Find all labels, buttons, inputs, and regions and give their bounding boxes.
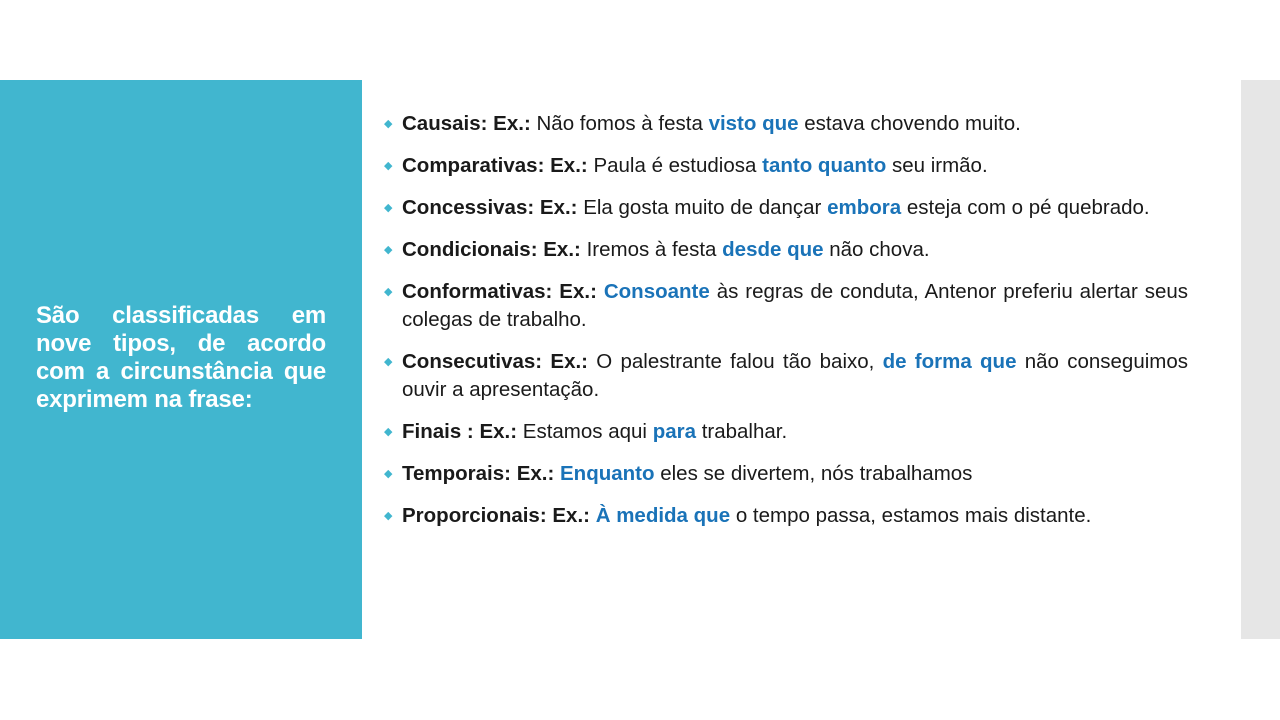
example-text-after: esteja com o pé quebrado. bbox=[906, 196, 1150, 219]
example-text-after: estava chovendo muito. bbox=[804, 112, 1021, 135]
conjunction-highlight: Consoante bbox=[603, 280, 710, 303]
list-item bbox=[384, 348, 1188, 404]
example-text-after: não chova. bbox=[829, 238, 930, 261]
conjunction-highlight: para bbox=[652, 420, 696, 443]
example-text-before: O palestrante falou tão baixo, bbox=[596, 350, 875, 373]
conjunction-highlight: visto que bbox=[708, 112, 799, 135]
item-label: Conformativas: bbox=[402, 280, 553, 303]
example-text-before: Não fomos à festa bbox=[536, 112, 703, 135]
bullet-icon: ◆ bbox=[384, 356, 393, 368]
bullet-icon: ◆ bbox=[384, 160, 393, 172]
item-label: Consecutivas: bbox=[402, 350, 543, 373]
conjunction-highlight: tanto quanto bbox=[762, 154, 887, 177]
example-text-before: Estamos aqui bbox=[522, 420, 647, 443]
conjunction-highlight: de forma que bbox=[882, 350, 1017, 373]
bullet-icon: ◆ bbox=[384, 286, 393, 298]
example-text-before: Iremos à festa bbox=[586, 238, 717, 261]
example-text-after: não conseguimos ouvir a apresentação. bbox=[402, 350, 1189, 401]
example-text-after: às regras de conduta, Antenor preferiu alertar seus colegas de trabalho. bbox=[402, 280, 1188, 331]
example-label: Ex.: bbox=[550, 350, 589, 373]
right-gray-strip bbox=[1241, 80, 1280, 639]
item-label: Proporcionais: bbox=[402, 504, 547, 527]
bullet-icon: ◆ bbox=[384, 426, 393, 438]
list-item bbox=[384, 278, 1188, 334]
bullet-icon: ◆ bbox=[384, 468, 393, 480]
item-label: Finais : bbox=[402, 420, 474, 443]
bullet-icon: ◆ bbox=[384, 244, 393, 256]
conjunction-highlight: desde que bbox=[722, 238, 824, 261]
conjunction-highlight: À medida que bbox=[595, 504, 731, 527]
conjunction-highlight: Enquanto bbox=[560, 462, 655, 485]
example-text-after: eles se divertem, nós trabalhamos bbox=[660, 462, 973, 485]
bullet-icon: ◆ bbox=[384, 118, 393, 130]
item-label: Causais: bbox=[402, 112, 488, 135]
example-text-before: Paula é estudiosa bbox=[593, 154, 757, 177]
example-label: Ex.: bbox=[552, 504, 590, 527]
example-label: Ex.: bbox=[539, 196, 578, 219]
bullet-icon: ◆ bbox=[384, 202, 393, 214]
item-label: Condicionais: bbox=[402, 238, 538, 261]
list-item bbox=[384, 460, 1188, 488]
item-label: Concessivas: bbox=[402, 196, 535, 219]
example-label: Ex.: bbox=[479, 420, 518, 443]
example-text-after: trabalhar. bbox=[701, 420, 788, 443]
list-item bbox=[384, 194, 1188, 222]
bullet-icon: ◆ bbox=[384, 510, 393, 522]
example-label: Ex.: bbox=[559, 280, 597, 303]
list-item bbox=[384, 236, 1188, 264]
example-text-after: seu irmão. bbox=[891, 154, 988, 177]
list-item bbox=[384, 502, 1188, 530]
list-item bbox=[384, 110, 1188, 138]
example-label: Ex.: bbox=[493, 112, 531, 135]
example-label: Ex.: bbox=[543, 238, 581, 261]
item-label: Temporais: bbox=[402, 462, 511, 485]
conjunction-highlight: embora bbox=[827, 196, 902, 219]
example-label: Ex.: bbox=[516, 462, 555, 485]
list-item bbox=[384, 152, 1188, 180]
example-label: Ex.: bbox=[550, 154, 588, 177]
example-text-before: Ela gosta muito de dançar bbox=[583, 196, 822, 219]
left-panel-heading: São classificadas em nove tipos, de acordo com a circunstância que exprimem na frase: bbox=[36, 302, 326, 413]
conjunction-list bbox=[384, 110, 1188, 544]
list-item bbox=[384, 418, 1188, 446]
example-text-after: o tempo passa, estamos mais distante. bbox=[735, 504, 1092, 527]
item-label: Comparativas: bbox=[402, 154, 545, 177]
